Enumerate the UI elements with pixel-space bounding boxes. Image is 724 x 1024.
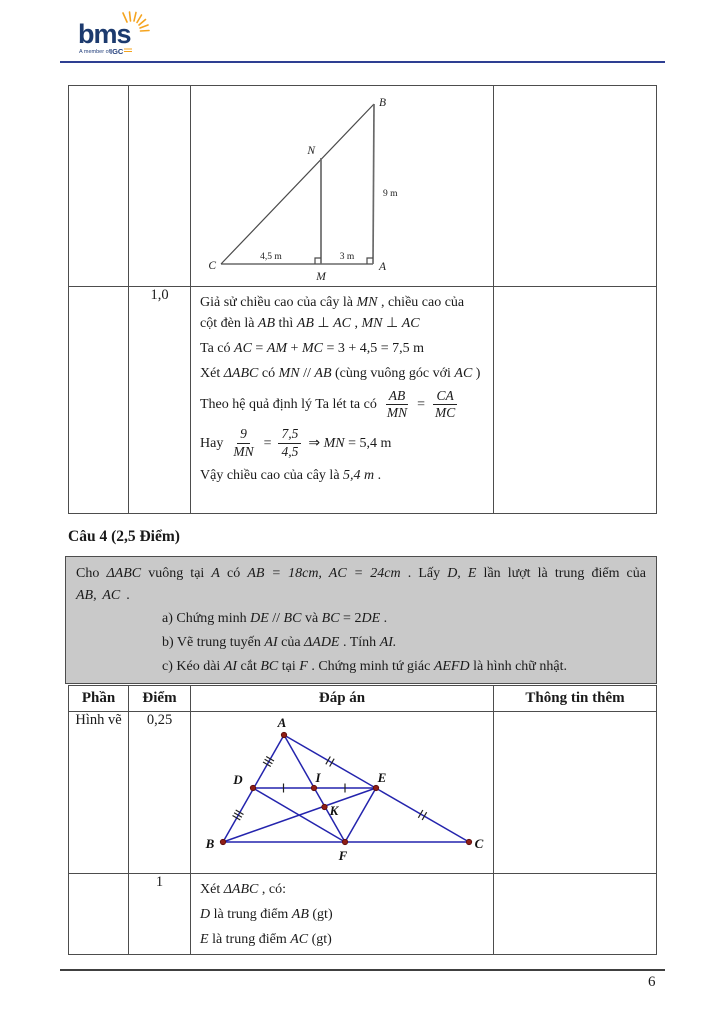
point-label-K: K (329, 803, 339, 818)
table-row (69, 874, 657, 955)
point-label-M: M (316, 271, 326, 283)
point-E (373, 785, 378, 790)
t2-part-cell-empty (69, 874, 129, 955)
question4-part-b: b) Vẽ trung tuyến AI của ΔADE . Tính AI. (162, 635, 397, 651)
fraction-9-MN: $\frac{9}{MN}$ (233, 426, 254, 459)
question4-heading: Câu 4 (2,5 Điểm) (68, 528, 180, 545)
t1-part-cell-empty (69, 86, 129, 287)
measure-AB: 9 m (383, 189, 398, 199)
header-divider (60, 61, 665, 63)
equation-line (200, 426, 484, 459)
point-label-D: D (233, 772, 243, 787)
header-dapan: Đáp án (191, 686, 494, 712)
t2-part-cell: Hình vẽ (69, 712, 129, 874)
question4-part-a: a) Chứng minh DE // BC và BC = 2DE . (162, 611, 388, 627)
t2-score-cell: 1 (129, 874, 191, 955)
point-label-A: A (379, 261, 387, 273)
logo-brand-text: bms (78, 19, 131, 49)
equals-sign: = (417, 397, 425, 413)
t1-extra-cell-empty (494, 287, 657, 514)
t1-score-cell: 1,0 (129, 287, 191, 514)
table-header-row (69, 686, 657, 712)
equation-result: ⇒ MN = 5,4 m (308, 435, 392, 451)
point-label-C: C (208, 260, 216, 272)
table-row (69, 712, 657, 874)
measure-CM: 4,5 m (260, 252, 282, 262)
solution-line: D là trung điểm AB (gt) (200, 907, 333, 922)
triple-tick-DB (233, 810, 244, 820)
t1-extra-cell-empty (494, 86, 657, 287)
equals-sign: = (263, 435, 272, 451)
bms-logo (76, 10, 166, 60)
point-I (311, 785, 316, 790)
t2-score-cell: 0,25 (129, 712, 191, 874)
point-B (220, 839, 225, 844)
t1-figure-cell (191, 86, 494, 287)
t2-extra-cell-empty (494, 874, 657, 955)
equation-line (200, 388, 484, 421)
solution-line: Ta có AC = AM + MC = 3 + 4,5 = 7,5 m (200, 341, 425, 356)
point-K (322, 804, 327, 809)
t2-extra-cell-empty (494, 712, 657, 874)
point-D (250, 785, 255, 790)
solution-line: E là trung điểm AC (gt) (200, 932, 332, 947)
header-phan: Phần (69, 686, 129, 712)
solution-line: Vậy chiều cao của cây là 5,4 m . (200, 467, 382, 483)
equation-label: Hay (200, 435, 224, 451)
fraction-AB-MN: $\frac{AB}{MN}$ (386, 388, 408, 421)
point-label-F: F (338, 848, 348, 863)
t1-solution-cell (191, 287, 494, 514)
t1-part-cell-empty (69, 287, 129, 514)
question4-statement-box (65, 556, 657, 684)
point-C (466, 839, 471, 844)
logo-org-text: IGC (110, 47, 124, 56)
solution-line: Xét ΔABC có MN // AB (cùng vuông góc với AC ) (200, 366, 481, 381)
t2-solution-cell (191, 874, 494, 955)
point-label-E: E (377, 770, 387, 785)
question3-answer-table (68, 85, 657, 514)
solution-line: Giả sử chiều cao của cây là MN , chiều cao của cột đèn là AB thì AB ⊥ AC , MN ⊥ AC (200, 295, 465, 331)
solution-line: Xét ΔABC , có: (200, 882, 286, 897)
point-label-A: A (277, 715, 287, 730)
equation-label: Theo hệ quả định lý Ta lét ta có (200, 397, 377, 413)
header-diem: Điểm (129, 686, 191, 712)
point-A (281, 732, 286, 737)
t2-figure-cell (191, 712, 494, 874)
question4-part-c: c) Kéo dài AI cắt BC tại F . Chứng minh tứ giác AEFD là hình chữ nhật. (162, 658, 567, 674)
logo-tagline-text: A member of (79, 49, 111, 55)
point-F (342, 839, 347, 844)
similar-triangles-figure (191, 86, 493, 286)
page-number: 6 (648, 974, 656, 990)
t1-score-cell-empty (129, 86, 191, 287)
measure-MA: 3 m (339, 252, 355, 262)
point-label-C: C (474, 836, 484, 851)
point-label-B: B (379, 97, 387, 109)
fraction-75-45: $\frac{7,5}{4,5}$ (278, 426, 301, 459)
fraction-CA-MC: $\frac{CA}{MC}$ (434, 388, 456, 421)
footer-divider (60, 969, 665, 971)
point-label-B: B (205, 836, 215, 851)
right-angle-mark-M (315, 258, 321, 264)
bms-logo-graphic (76, 10, 166, 60)
header-thongtin: Thông tin thêm (494, 686, 657, 712)
table-row (69, 86, 657, 287)
question4-answer-table (68, 685, 657, 955)
triangle-midpoints-figure (191, 712, 493, 873)
point-label-I: I (315, 770, 321, 785)
table-row (69, 287, 657, 514)
question4-statement: Cho ΔABC vuông tại A có AB = 18cm, AC = 24cm . Lấy D, E lần lượt là trung điểm của AB, AC . (76, 566, 646, 603)
triple-tick-AD (263, 756, 274, 766)
right-angle-mark-A (367, 258, 373, 264)
point-label-N: N (307, 145, 315, 157)
